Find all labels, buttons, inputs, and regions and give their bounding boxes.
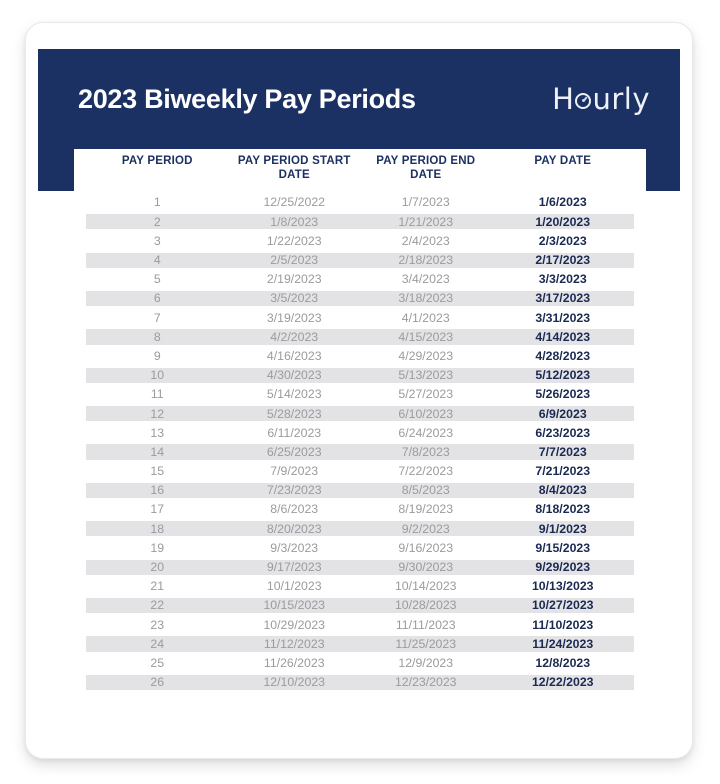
table-row xyxy=(86,385,634,404)
cell-pay-date: 2/3/2023 xyxy=(538,233,587,248)
cell-pay-date: 5/12/2023 xyxy=(535,368,591,383)
cell-pay-period: 13 xyxy=(150,425,165,440)
cell-start-date: 4/2/2023 xyxy=(270,329,319,344)
cell-pay-date: 9/15/2023 xyxy=(535,540,591,555)
cell-pay-date: 3/31/2023 xyxy=(535,310,591,325)
cell-pay-date: 8/18/2023 xyxy=(535,502,591,517)
cell-end-date: 10/14/2023 xyxy=(394,579,457,594)
cell-pay-period: 20 xyxy=(150,560,165,574)
cell-start-date: 6/25/2023 xyxy=(266,444,322,459)
cell-pay-date: 12/8/2023 xyxy=(535,655,591,670)
cell-start-date: 4/16/2023 xyxy=(266,348,322,363)
cell-end-date: 4/1/2023 xyxy=(401,310,450,325)
page-title: 2023 Biweekly Pay Periods xyxy=(78,83,416,114)
cell-pay-period: 10 xyxy=(150,368,165,383)
cell-end-date: 2/4/2023 xyxy=(401,233,450,248)
cell-pay-period: 22 xyxy=(150,598,165,613)
cell-pay-date: 1/6/2023 xyxy=(538,195,587,210)
cell-pay-period: 2 xyxy=(153,214,161,229)
column-header-label: PAY PERIOD END DATE xyxy=(376,155,476,181)
cell-pay-date: 4/14/2023 xyxy=(535,329,591,344)
pay-periods-table xyxy=(74,149,646,694)
cell-pay-period: 3 xyxy=(153,233,161,248)
table-body xyxy=(74,193,646,692)
cell-start-date: 7/9/2023 xyxy=(270,464,319,479)
table-row xyxy=(86,308,634,327)
table-row xyxy=(86,423,634,442)
banner-content xyxy=(38,49,680,149)
table-row xyxy=(86,577,634,596)
cell-end-date: 7/22/2023 xyxy=(398,464,454,479)
cell-pay-period: 23 xyxy=(150,617,165,632)
cell-pay-date: 11/24/2023 xyxy=(532,636,594,651)
cell-end-date: 5/13/2023 xyxy=(398,368,454,383)
cell-pay-period: 4 xyxy=(153,253,161,267)
clock-hand xyxy=(583,96,587,100)
cell-pay-period: 25 xyxy=(150,655,165,670)
cell-pay-period: 1 xyxy=(153,195,161,210)
table-row xyxy=(86,366,634,385)
cell-start-date: 5/14/2023 xyxy=(266,387,322,402)
column-header-label: PAY PERIOD START DATE xyxy=(237,155,351,181)
cell-end-date: 12/9/2023 xyxy=(398,655,454,670)
table-header-row xyxy=(74,149,646,193)
cell-pay-period: 11 xyxy=(150,387,164,402)
cell-pay-period: 9 xyxy=(153,348,161,363)
cell-start-date: 1/22/2023 xyxy=(266,233,322,248)
table-row xyxy=(86,289,634,308)
cell-pay-period: 26 xyxy=(150,675,165,690)
cell-end-date: 1/21/2023 xyxy=(398,214,454,229)
cell-pay-period: 7 xyxy=(153,310,161,325)
cell-end-date: 10/28/2023 xyxy=(394,598,457,613)
table-row xyxy=(86,270,634,289)
cell-pay-date: 6/23/2023 xyxy=(535,425,591,440)
table-row xyxy=(86,442,634,461)
cell-pay-date: 9/1/2023 xyxy=(538,521,587,536)
cell-start-date: 12/25/2022 xyxy=(263,195,325,210)
column-header xyxy=(492,149,634,193)
cell-pay-date: 10/13/2023 xyxy=(531,579,594,594)
cell-pay-period: 5 xyxy=(153,272,161,287)
cell-pay-period: 8 xyxy=(153,329,161,344)
table-row xyxy=(86,596,634,615)
cell-start-date: 2/19/2023 xyxy=(266,272,322,287)
cell-start-date: 3/19/2023 xyxy=(266,310,322,325)
logo-text-post: urly xyxy=(592,81,650,116)
cell-start-date: 5/28/2023 xyxy=(266,406,322,421)
cell-end-date: 8/5/2023 xyxy=(401,483,450,498)
cell-pay-date: 10/27/2023 xyxy=(531,598,594,613)
cell-pay-date: 4/28/2023 xyxy=(535,348,591,363)
cell-pay-period: 12 xyxy=(150,406,165,421)
cell-pay-period: 19 xyxy=(150,540,165,555)
cell-pay-period: 6 xyxy=(153,291,161,306)
logo-text-pre: H xyxy=(552,81,575,116)
table-row xyxy=(86,347,634,366)
cell-end-date: 9/16/2023 xyxy=(398,540,454,555)
cell-pay-date: 3/17/2023 xyxy=(535,291,591,306)
cell-start-date: 6/11/2023 xyxy=(267,425,322,440)
cell-end-date: 4/29/2023 xyxy=(398,348,454,363)
cell-pay-period: 15 xyxy=(150,464,165,479)
pay-periods-card xyxy=(25,22,693,759)
cell-end-date: 12/23/2023 xyxy=(394,675,457,690)
cell-pay-date: 8/4/2023 xyxy=(538,483,587,498)
cell-end-date: 11/11/2023 xyxy=(395,617,456,632)
cell-pay-date: 3/3/2023 xyxy=(538,272,587,287)
table-row xyxy=(86,634,634,653)
cell-end-date: 9/30/2023 xyxy=(398,560,454,574)
cell-start-date: 10/1/2023 xyxy=(266,579,322,594)
column-header-label: PAY DATE xyxy=(534,155,592,167)
table-row xyxy=(86,654,634,673)
column-header xyxy=(360,149,492,193)
cell-start-date: 8/20/2023 xyxy=(266,521,322,536)
cell-start-date: 10/29/2023 xyxy=(263,617,325,632)
cell-end-date: 6/10/2023 xyxy=(398,406,454,421)
table-row xyxy=(86,538,634,557)
cell-start-date: 4/30/2023 xyxy=(266,368,322,383)
table-row xyxy=(86,193,634,212)
cell-pay-date: 1/20/2023 xyxy=(535,214,591,229)
cell-start-date: 12/10/2023 xyxy=(263,675,325,690)
cell-start-date: 10/15/2023 xyxy=(263,598,325,613)
cell-start-date: 1/8/2023 xyxy=(270,214,319,229)
cell-end-date: 11/25/2023 xyxy=(395,636,457,651)
cell-pay-date: 5/26/2023 xyxy=(535,387,591,402)
table-row xyxy=(86,500,634,519)
cell-pay-period: 16 xyxy=(150,483,165,498)
cell-pay-period: 14 xyxy=(150,444,165,459)
column-header xyxy=(86,149,228,193)
cell-pay-period: 18 xyxy=(150,521,165,536)
cell-end-date: 2/18/2023 xyxy=(398,253,454,267)
cell-start-date: 11/26/2023 xyxy=(263,655,325,670)
cell-start-date: 3/5/2023 xyxy=(270,291,319,306)
table-row xyxy=(86,673,634,692)
table-row xyxy=(86,481,634,500)
table-row xyxy=(86,404,634,423)
table-row xyxy=(86,212,634,231)
hourly-logo xyxy=(552,81,650,116)
cell-start-date: 7/23/2023 xyxy=(266,483,322,498)
cell-pay-date: 11/10/2023 xyxy=(532,617,594,632)
cell-end-date: 6/24/2023 xyxy=(398,425,454,440)
column-header xyxy=(228,149,360,193)
table-row xyxy=(86,558,634,577)
cell-pay-date: 7/7/2023 xyxy=(538,444,587,459)
cell-end-date: 9/2/2023 xyxy=(401,521,450,536)
cell-pay-date: 12/22/2023 xyxy=(531,675,594,690)
cell-start-date: 9/17/2023 xyxy=(266,560,322,574)
cell-end-date: 7/8/2023 xyxy=(401,444,450,459)
cell-pay-date: 2/17/2023 xyxy=(535,253,591,267)
cell-pay-period: 24 xyxy=(150,636,165,651)
cell-pay-date: 9/29/2023 xyxy=(535,560,591,574)
cell-end-date: 5/27/2023 xyxy=(398,387,454,402)
cell-start-date: 9/3/2023 xyxy=(270,540,319,555)
table-row xyxy=(86,327,634,346)
table-row xyxy=(86,231,634,250)
cell-end-date: 3/18/2023 xyxy=(398,291,454,306)
cell-start-date: 8/6/2023 xyxy=(270,502,319,517)
cell-end-date: 4/15/2023 xyxy=(398,329,454,344)
table-row xyxy=(86,462,634,481)
clock-icon xyxy=(575,93,591,109)
table-row xyxy=(86,251,634,270)
cell-pay-date: 7/21/2023 xyxy=(535,464,591,479)
cell-pay-period: 21 xyxy=(150,579,165,594)
column-header-label: PAY PERIOD xyxy=(121,155,193,167)
table-row xyxy=(86,519,634,538)
cell-start-date: 2/5/2023 xyxy=(270,253,319,267)
table-row xyxy=(86,615,634,634)
cell-pay-period: 17 xyxy=(150,502,165,517)
cell-end-date: 3/4/2023 xyxy=(401,272,450,287)
cell-end-date: 1/7/2023 xyxy=(401,195,450,210)
cell-start-date: 11/12/2023 xyxy=(263,636,325,651)
cell-pay-date: 6/9/2023 xyxy=(538,406,587,421)
cell-end-date: 8/19/2023 xyxy=(398,502,454,517)
